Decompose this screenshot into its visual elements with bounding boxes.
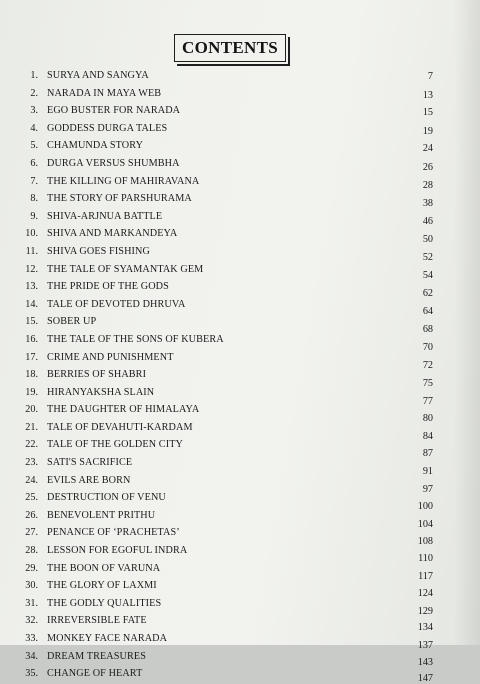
toc-entry-number: 27. <box>25 527 38 539</box>
toc-entry-page-number: 134 <box>417 622 433 634</box>
toc-entry <box>0 383 480 407</box>
toc-entry-number: 29. <box>25 562 38 574</box>
toc-entry <box>0 172 480 190</box>
toc-entry-page-number: 26 <box>422 161 433 173</box>
toc-entry-title: BENEVOLENT PRITHU <box>47 509 156 521</box>
toc-entry-number: 19. <box>25 386 38 398</box>
toc-entry-number: 1. <box>30 70 38 81</box>
toc-entry-page-number: 15 <box>422 107 433 119</box>
toc-entry-page-number: 50 <box>422 234 433 246</box>
toc-entry <box>0 312 480 336</box>
toc-entry-number: 25. <box>25 492 38 504</box>
toc-entry <box>0 260 480 281</box>
toc-entry-number: 9. <box>30 210 38 222</box>
toc-entry-page-number: 38 <box>422 198 433 210</box>
toc-entry <box>0 101 480 119</box>
toc-entry-page-number: 46 <box>422 215 433 227</box>
toc-entry-title: THE PRIDE OF THE GODS <box>47 281 169 293</box>
toc-entry-number: 20. <box>25 404 38 416</box>
toc-entry <box>0 488 480 513</box>
toc-entry-page-number: 62 <box>422 288 433 300</box>
toc-entry-page-number: 24 <box>422 143 433 155</box>
toc-entry-title: THE DAUGHTER OF HIMALAYA <box>47 404 200 416</box>
toc-entry-title: TALE OF DEVAHUTI-KARDAM <box>47 421 193 433</box>
toc-entry <box>0 66 480 84</box>
toc-entry-title: BERRIES OF SHABRI <box>47 369 147 381</box>
toc-entry <box>0 189 480 210</box>
toc-entry-title: SOBER UP <box>47 316 97 328</box>
toc-entry-title: SURYA AND SANGYA <box>47 70 149 81</box>
toc-entry <box>0 154 480 172</box>
toc-entry-number: 24. <box>25 474 38 486</box>
toc-entry-page-number: 64 <box>422 305 433 317</box>
toc-entry-page-number: 77 <box>422 395 433 407</box>
toc-entry <box>0 348 480 371</box>
toc-entry <box>0 523 480 548</box>
toc-entry <box>0 277 480 300</box>
toc-entry <box>0 136 480 154</box>
toc-entry-number: 33. <box>25 633 38 644</box>
toc-entry-number: 22. <box>25 439 38 451</box>
toc-entry-title: THE BOON OF VARUNA <box>47 562 161 574</box>
toc-entry-page-number: 70 <box>422 341 433 353</box>
toc-entry-number: 3. <box>30 105 38 117</box>
toc-entry-page-number: 28 <box>422 179 433 191</box>
toc-entry-page-number: 72 <box>422 359 433 371</box>
toc-entry-number: 18. <box>25 369 38 381</box>
toc-entry <box>0 435 480 460</box>
toc-entry-title: THE GLORY OF LAXMI <box>47 580 157 592</box>
toc-entry <box>0 629 480 651</box>
toc-entry-title: MONKEY FACE NARADA <box>47 633 168 644</box>
toc-entry-title: THE STORY OF PARSHURAMA <box>47 193 192 205</box>
toc-entry-title: SHIVA GOES FISHING <box>47 245 150 257</box>
toc-entry-page-number: 97 <box>422 483 433 495</box>
toc-entry-page-number: 52 <box>422 251 433 263</box>
toc-entry-number: 17. <box>25 351 38 363</box>
toc-entry-page-number: 91 <box>422 466 433 478</box>
toc-entry-title: DREAM TREASURES <box>47 650 146 662</box>
toc-entry-page-number: 137 <box>417 640 433 651</box>
toc-entry-page-number: 54 <box>422 269 433 281</box>
toc-entry <box>0 471 480 495</box>
toc-entry <box>0 594 480 617</box>
page-title: CONTENTS <box>182 38 278 57</box>
toc-entry-title: THE KILLING OF MAHIRAVANA <box>47 175 200 187</box>
toc-entry-number: 34. <box>25 650 38 662</box>
toc-entry-page-number: 104 <box>417 518 433 530</box>
toc-entry-title: NARADA IN MAYA WEB <box>47 87 162 99</box>
toc-entry <box>0 400 480 425</box>
toc-entry-title: GODDESS DURGA TALES <box>47 122 168 134</box>
toc-entry-title: THE GODLY QUALITIES <box>47 597 162 609</box>
toc-entry <box>0 242 480 263</box>
toc-entry-number: 23. <box>25 457 38 469</box>
toc-entry <box>0 576 480 600</box>
toc-entry-page-number: 108 <box>417 536 433 548</box>
toc-entry <box>0 365 480 390</box>
toc-entry-number: 26. <box>25 509 38 521</box>
toc-entry-title: SHIVA AND MARKANDEYA <box>47 228 178 240</box>
toc-entry-page-number: 87 <box>422 448 433 460</box>
toc-entry <box>0 664 480 682</box>
toc-entry-title: PENANCE OF ‘PRACHETAS’ <box>47 527 180 539</box>
toc-entry-number: 14. <box>25 298 38 310</box>
toc-entry-title: CRIME AND PUNISHMENT <box>47 351 174 363</box>
toc-entry-page-number: 129 <box>417 605 433 617</box>
toc-entry-title: THE TALE OF SYAMANTAK GEM <box>47 263 204 275</box>
toc-entry-title: IRREVERSIBLE FATE <box>47 615 147 627</box>
toc-entry-number: 10. <box>25 228 38 240</box>
toc-entry-title: CHANGE OF HEART <box>47 668 143 680</box>
toc-entry-page-number: 75 <box>422 378 433 390</box>
toc-entry-number: 35. <box>25 668 38 680</box>
toc-entry-title: DURGA VERSUS SHUMBHA <box>47 157 180 169</box>
toc-entry-page-number: 13 <box>422 89 433 101</box>
toc-entry-number: 12. <box>25 263 38 275</box>
toc-entry-number: 4. <box>30 122 38 134</box>
toc-entry-page-number: 100 <box>417 501 433 513</box>
toc-entry <box>0 119 480 137</box>
toc-entry-page-number: 80 <box>422 413 433 425</box>
toc-entry-number: 31. <box>25 597 38 609</box>
toc-entry-title: DESTRUCTION OF VENU <box>47 492 166 504</box>
contents-heading-box <box>174 34 286 62</box>
toc-entry-page-number: 124 <box>417 588 433 600</box>
toc-entry-number: 15. <box>25 316 38 328</box>
toc-entry-number: 21. <box>25 421 38 433</box>
toc-entry <box>0 418 480 442</box>
toc-entry-number: 6. <box>30 157 38 169</box>
toc-entry-number: 7. <box>30 175 38 187</box>
toc-entry-title: TALE OF DEVOTED DHRUVA <box>47 298 186 310</box>
toc-entry-title: EVILS ARE BORN <box>47 474 131 486</box>
toc-entry-page-number: 19 <box>422 125 433 137</box>
toc-entry <box>0 330 480 353</box>
toc-entry-number: 28. <box>25 545 38 557</box>
toc-entry-title: CHAMUNDA STORY <box>47 140 144 152</box>
toc-entry-title: HIRANYAKSHA SLAIN <box>47 386 155 398</box>
toc-entry-page-number: 110 <box>418 553 433 565</box>
toc-entry <box>0 453 480 478</box>
toc-entry-number: 8. <box>30 193 38 205</box>
toc-entry-title: THE TALE OF THE SONS OF KUBERA <box>47 333 224 345</box>
toc-entry-title: TALE OF THE GOLDEN CITY <box>47 439 183 451</box>
toc-entry-number: 32. <box>25 615 38 627</box>
toc-entry-title: EGO BUSTER FOR NARADA <box>47 105 181 117</box>
toc-entry-page-number: 147 <box>417 673 433 684</box>
toc-entry-number: 5. <box>30 140 38 152</box>
toc-entry-title: LESSON FOR EGOFUL INDRA <box>47 545 188 557</box>
toc-entry-number: 11. <box>25 245 38 257</box>
toc-entry <box>0 295 480 317</box>
toc-entry-number: 2. <box>30 87 38 99</box>
toc-entry <box>0 506 480 530</box>
toc-entry-title: SHIVA-ARJNUA BATTLE <box>47 210 163 222</box>
toc-entry-page-number: 68 <box>422 324 433 336</box>
toc-entry <box>0 207 480 225</box>
toc-entry-number: 13. <box>25 281 38 293</box>
toc-entry-page-number: 117 <box>418 570 433 582</box>
toc-entry <box>0 541 480 565</box>
toc-entry-number: 30. <box>25 580 38 592</box>
toc-entry-page-number: 143 <box>417 656 433 668</box>
toc-entry <box>0 559 480 582</box>
toc-entry-number: 16. <box>25 333 38 345</box>
toc-entry <box>0 84 480 102</box>
toc-entry <box>0 224 480 246</box>
toc-entry <box>0 647 480 668</box>
toc-entry-page-number: 84 <box>422 430 433 442</box>
toc-entry-page-number: 7 <box>427 71 433 82</box>
table-of-contents <box>0 66 480 682</box>
toc-entry-title: SATI'S SACRIFICE <box>47 457 133 469</box>
toc-entry <box>0 611 480 634</box>
